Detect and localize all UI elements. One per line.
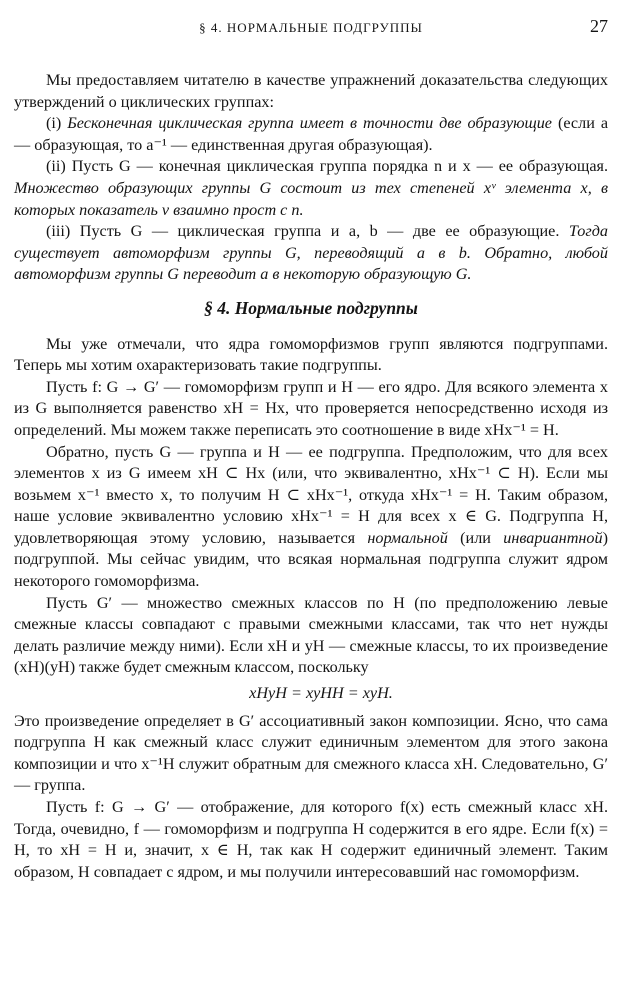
statement-ii-claim: Множество образующих группы G состоит из тех степеней xᵛ элемента x, в которых показатель v взаимно прост с n. (14, 178, 608, 219)
page-body (14, 70, 608, 883)
paragraph-kernels: Мы уже отмечали, что ядра гомоморфизмов групп являются подгруппами. Теперь мы хотим охарактеризовать такие подгруппы. (14, 334, 608, 375)
statement-ii-setup: (ii) Пусть G — конечная циклическая группа порядка n и x — ее образующая. (46, 157, 608, 176)
section-heading: § 4. Нормальные подгруппы (204, 297, 418, 318)
formula-coset-product: xHyH = xyHH = xyH. (249, 684, 393, 703)
statement-i-number: (i) (46, 114, 68, 133)
statement-iii (14, 221, 608, 286)
intro-paragraph: Мы предоставляем читателю в качестве упражнений доказательства следующих утверждений о циклических группах: (14, 71, 608, 111)
paragraph-quotient-map: Пусть f: G → G′ — отображение, для которого f(x) есть смежный класс xH. Тогда, очевидно, f — гомоморфизм и подгруппа H содержится в его ядре. Если f(x) = H, то xH = H и, значит, x ∈ H, так как H содержит единичный элемент. Таким образом, H совпадает с ядром, и мы получили интересовавший нас гомоморфизм. (14, 798, 608, 881)
statement-iii-claim: Тогда существует автоморфизм группы G, переводящий a в b. Обратно, любой автоморфизм группы G переводит a в некоторую образующую G. (14, 222, 608, 284)
statement-iii-setup: (iii) Пусть G — циклическая группа и a, b — две ее образующие. (46, 222, 569, 241)
normal-subgroup-text-c: ) подгруппой. Мы сейчас увидим, что всякая нормальная подгруппа служит ядром некоторого гомоморфизма. (14, 528, 609, 591)
term-invariant: инвариантной (503, 528, 603, 547)
statement-i (14, 113, 608, 156)
statement-i-note: (если a — образующая, то a⁻¹ — единственная другая образующая). (14, 114, 608, 154)
running-header (14, 16, 608, 40)
paragraph-cosets: Пусть G′ — множество смежных классов по H (по предположению левые смежные классы совпадают с правыми смежными классами, так что нет нужды делать различие между ними). Если xH и yH — смежные классы, то их произведение (xH)(yH) также будет смежным классом, поскольку (14, 593, 608, 677)
statement-ii (14, 156, 608, 221)
statement-i-claim: Бесконечная циклическая группа имеет в точности две образующие (67, 114, 552, 133)
paragraph-group-law: Это произведение определяет в G′ ассоциативный закон композиции. Ясно, что сама подгруппа H как смежный класс служит единичным элементом для этого закона композиции и что x⁻¹H служит обратным для смежного класса xH. Следовательно, G′ — группа. (14, 711, 608, 795)
running-header-title: § 4. НОРМАЛЬНЫЕ ПОДГРУППЫ (199, 20, 423, 35)
normal-subgroup-text-a: Обратно, пусть G — группа и H — ее подгруппа. Предположим, что для всех элементов x из G имеем xH ⊂ Hx (или, что эквивалентно, xHx⁻¹ ⊂ H). Если мы возьмем x⁻¹ вместо x, то получим H ⊂ xHx⁻¹, откуда xHx⁻¹ = H. Таким образом, наше условие эквивалентно условию xHx⁻¹ = H для всех x ∈ G. Подгруппа H, удовлетворяющая этому условию, называется (14, 442, 608, 547)
paragraph-homomorphism-kernel: Пусть f: G → G′ — гомоморфизм групп и H — его ядро. Для всякого элемента x из G выполняется равенство xH = Hx, что проверяется непосредственно исходя из определений. Мы можем также переписать это соотношение в виде xHx⁻¹ = H. (14, 377, 608, 439)
normal-subgroup-text-b: (или (447, 528, 504, 547)
term-normal: нормальной (367, 528, 448, 547)
page-number: 27 (590, 16, 608, 36)
paragraph-normal-subgroup (14, 442, 608, 593)
